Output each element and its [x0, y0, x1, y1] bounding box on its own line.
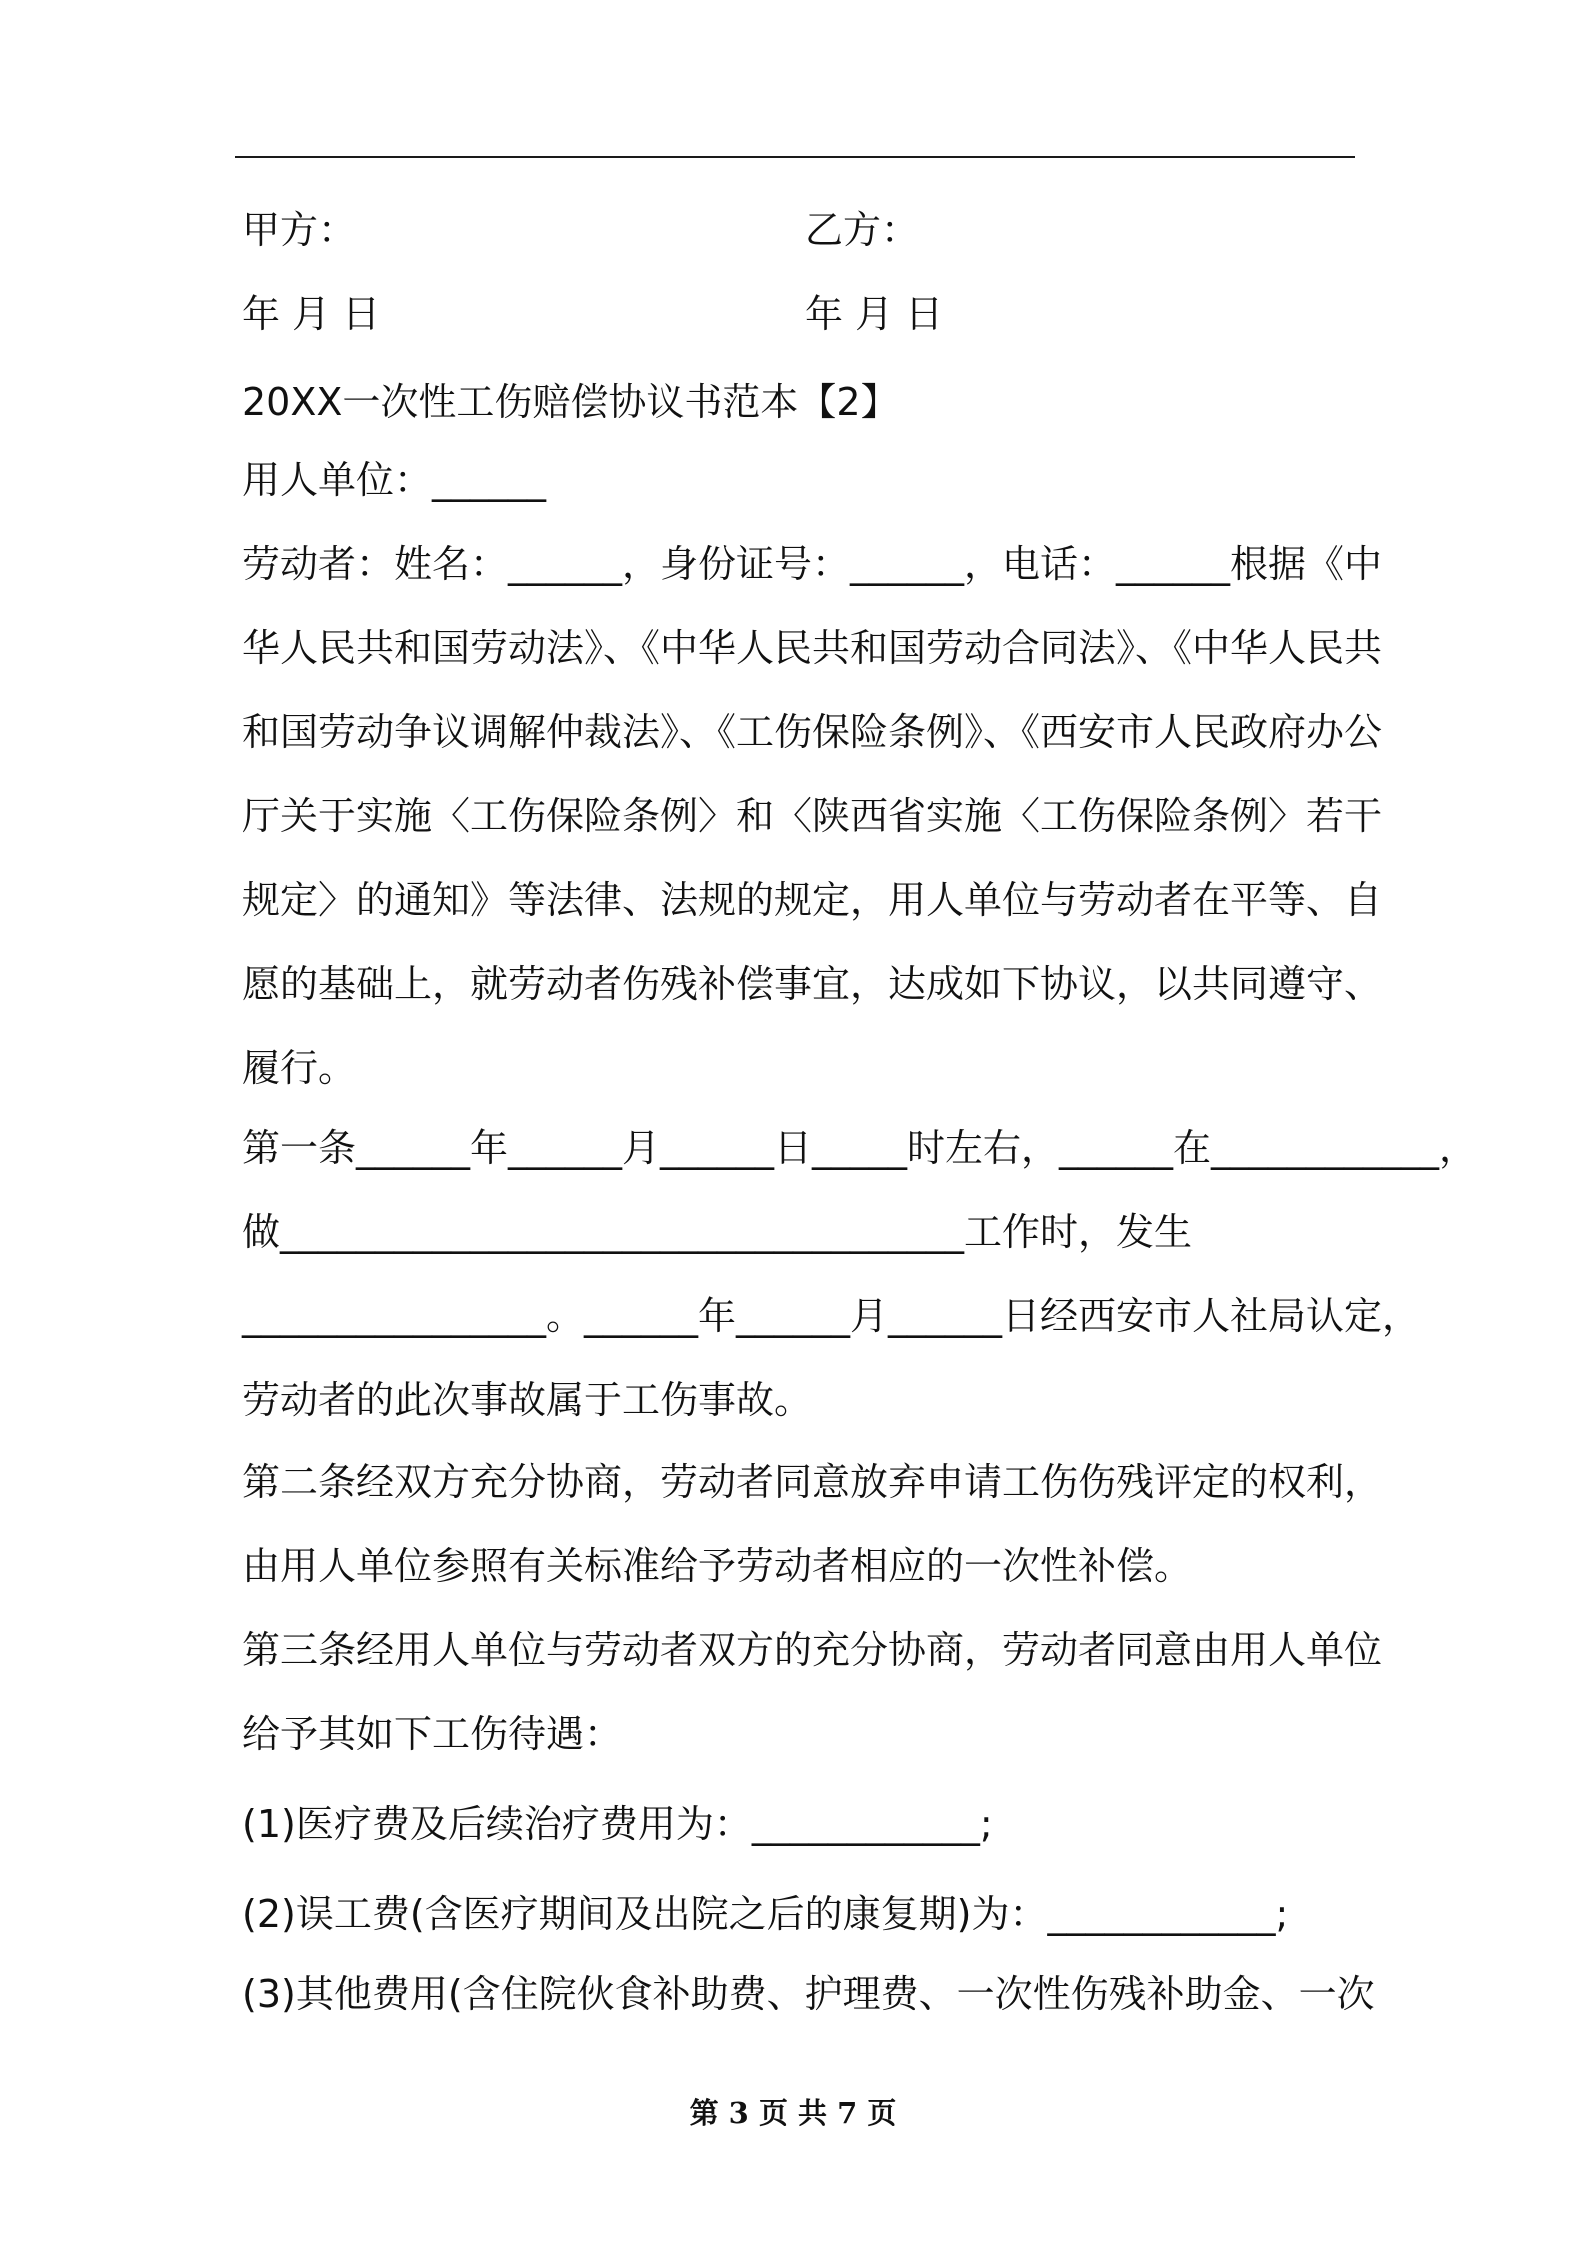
paragraph-line: 劳动者：姓名：______，身份证号：______，电话：______根据《中	[242, 542, 1383, 586]
party-b-label: 乙方：	[805, 208, 920, 252]
paragraph-line: 厅关于实施〈工伤保险条例〉和〈陕西省实施〈工伤保险条例〉若干	[242, 794, 1383, 838]
article-2-line: 第二条经双方充分协商，劳动者同意放弃申请工伤伤残评定的权利，	[242, 1460, 1383, 1504]
employer-line: 用人单位：______	[242, 458, 547, 502]
article-3-line: 第三条经用人单位与劳动者双方的充分协商，劳动者同意由用人单位	[242, 1628, 1383, 1672]
article-1-line: 第一条______年______月______日_____时左右，______在____________，	[242, 1126, 1478, 1170]
list-item: (2)误工费(含医疗期间及出院之后的康复期)为：____________;	[242, 1892, 1289, 1936]
paragraph-line: 规定〉的通知》等法律、法规的规定，用人单位与劳动者在平等、自	[242, 878, 1383, 922]
list-item: (1)医疗费及后续治疗费用为：____________;	[242, 1802, 993, 1846]
article-1-line: 做____________________________________工作时，发生	[242, 1210, 1193, 1254]
article-1-line: 劳动者的此次事故属于工伤事故。	[242, 1378, 813, 1422]
article-3-line: 给予其如下工伤待遇：	[242, 1712, 623, 1756]
document-title: 20XX一次性工伤赔偿协议书范本【2】	[242, 380, 899, 424]
paragraph-line: 履行。	[242, 1046, 357, 1090]
header-rule	[235, 156, 1355, 158]
list-item: (3)其他费用(含住院伙食补助费、护理费、一次性伤残补助金、一次	[242, 1972, 1375, 2016]
article-2-line: 由用人单位参照有关标准给予劳动者相应的一次性补偿。	[242, 1544, 1193, 1588]
article-1-line: ________________。______年______月______日经西安市人社局认定，	[242, 1294, 1421, 1338]
party-a-label: 甲方：	[242, 208, 357, 252]
paragraph-line: 愿的基础上，就劳动者伤残补偿事宜，达成如下协议，以共同遵守、	[242, 962, 1383, 1006]
page-number: 第 3 页 共 7 页	[689, 2096, 897, 2130]
party-a-date: 年 月 日	[242, 292, 381, 336]
party-b-date: 年 月 日	[805, 292, 944, 336]
paragraph-line: 华人民共和国劳动法》、《中华人民共和国劳动合同法》、《中华人民共	[242, 626, 1383, 670]
paragraph-line: 和国劳动争议调解仲裁法》、《工伤保险条例》、《西安市人民政府办公	[242, 710, 1383, 754]
